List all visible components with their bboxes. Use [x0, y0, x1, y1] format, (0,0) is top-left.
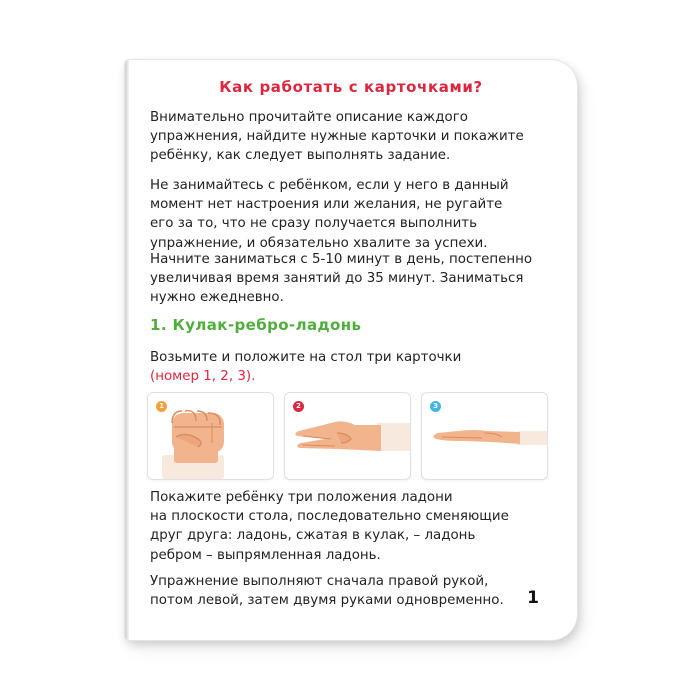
page-heading: Как работать с карточками? [219, 78, 483, 96]
text-line: момент нет настроения или желания, не ругайте [150, 197, 503, 213]
text-line: Покажите ребёнку три положения ладони [150, 490, 453, 505]
card-flat-palm [421, 392, 548, 480]
paragraph-duration [150, 250, 565, 308]
text-line: друг друга: ладонь, сжатая в кулак, – ладонь [150, 528, 476, 544]
card-number-badge: 3 [430, 401, 441, 412]
text-line: увеличивая время занятий до 35 минут. Заниматься [150, 271, 524, 287]
text-line: на плоскости стола, последовательно сменяющие [150, 509, 509, 525]
card-number-badge: 1 [156, 401, 167, 412]
paragraph-exercise-description [150, 488, 565, 565]
text-line: ребёнку, как следует выполнять задание. [150, 148, 451, 164]
card-number-badge: 2 [293, 401, 304, 412]
text-line: Упражнение выполняют сначала правой рукой, [150, 574, 489, 589]
text-line: ребром – выпрямленная ладонь. [150, 547, 381, 563]
text-line: потом левой, затем двумя руками одновременно. [150, 593, 504, 609]
text-line: его за то, что не сразу получается выполнить [150, 216, 477, 232]
text-line: упражнения, найдите нужные карточки и покажите [150, 129, 524, 145]
card-numbers-note: (номер 1, 2, 3). [150, 369, 256, 385]
exercise-title: 1. Кулак-ребро-ладонь [150, 316, 362, 334]
text-line: Внимательно прочитайте описание каждого [150, 110, 468, 125]
hand-cards-row [145, 392, 545, 478]
text-line: нужно ежедневно. [150, 290, 284, 306]
text-line: упражнение, и обязательно хвалите за успехи. [150, 235, 488, 251]
booklet-page [125, 60, 577, 640]
paragraph-intro [150, 108, 565, 166]
paragraph-cards-instruction [150, 348, 565, 386]
card-palm-edge [284, 392, 411, 480]
paragraph-hands-order [150, 572, 565, 610]
card-fist [147, 392, 274, 480]
text-line: Не занимайтесь с ребёнком, если у него в данный [150, 178, 509, 193]
text-line: Начните заниматься с 5-10 минут в день, постепенно [150, 252, 533, 267]
text-line: Возьмите и положите на стол три карточки [150, 350, 462, 365]
paragraph-mood [150, 176, 565, 253]
page-number: 1 [527, 588, 539, 608]
page-edge [125, 60, 129, 640]
